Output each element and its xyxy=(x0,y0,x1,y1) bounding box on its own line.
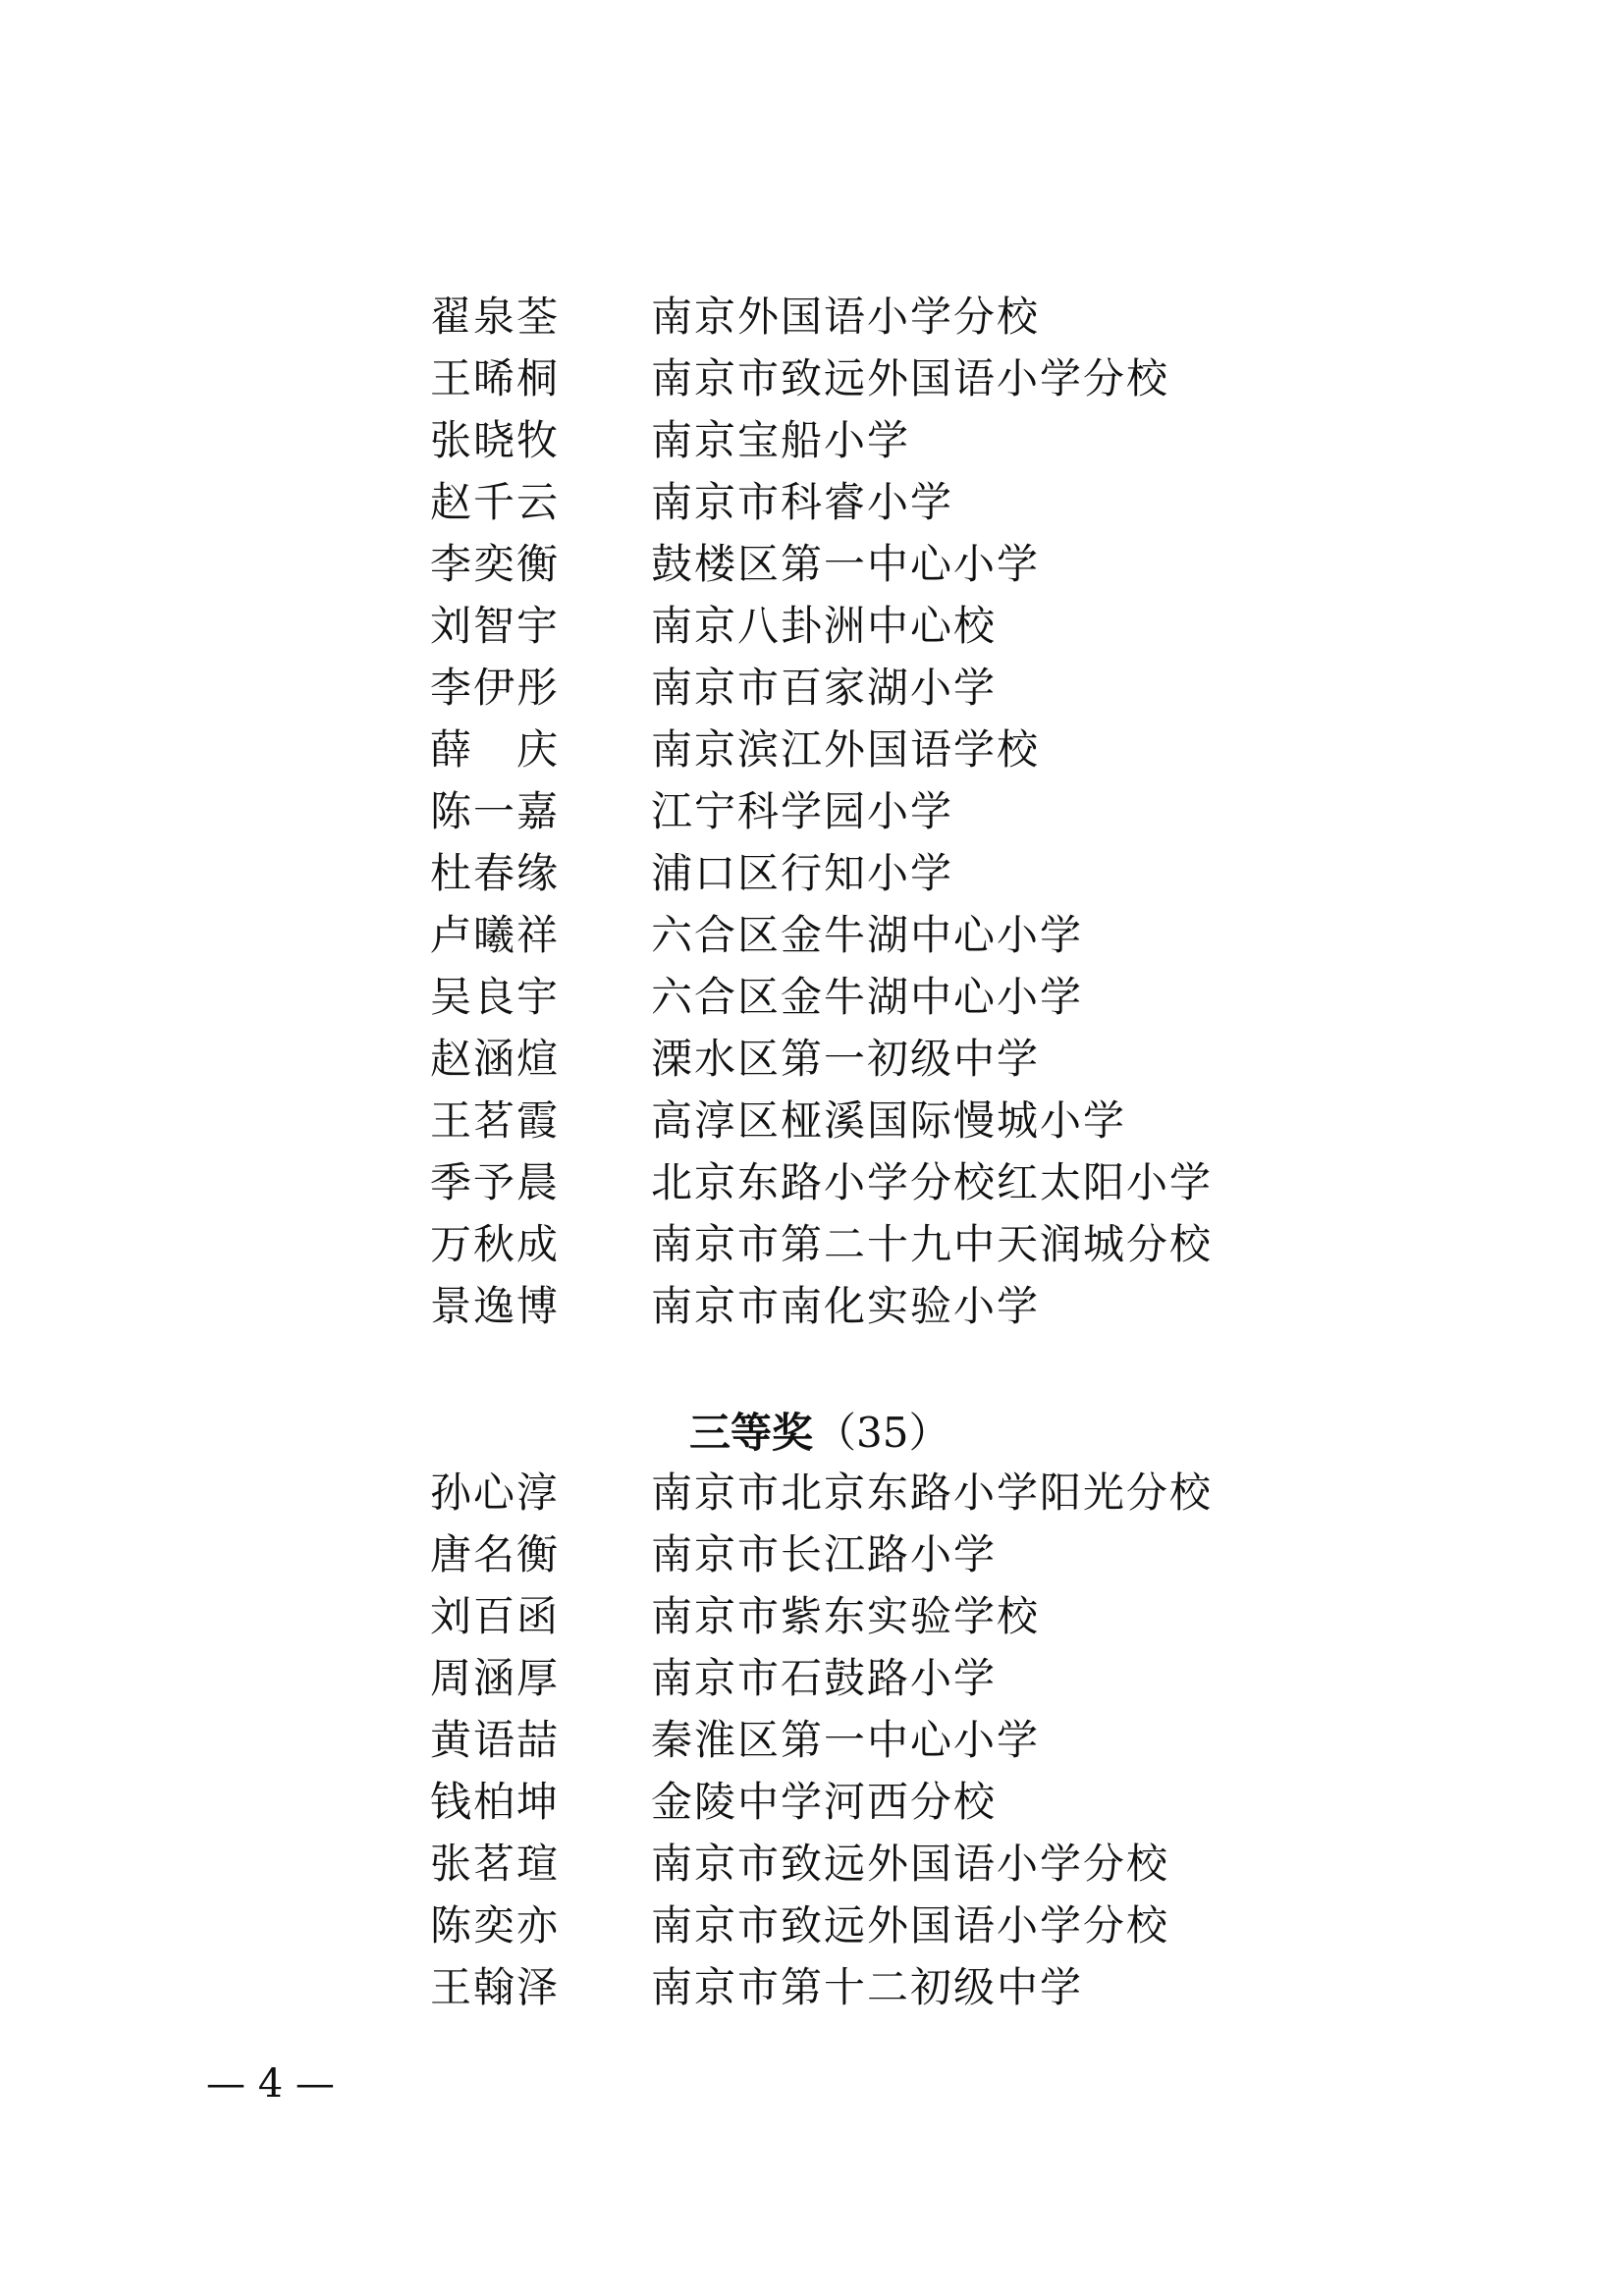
awardee-name: 李奕衡 xyxy=(430,539,561,588)
awardee-name: 李伊彤 xyxy=(430,663,561,712)
school-name: 南京市科睿小学 xyxy=(651,477,954,526)
award-list-third-prize xyxy=(430,1459,1314,2015)
award-list-continued xyxy=(430,283,1314,1334)
awardee-name: 钱柏坤 xyxy=(430,1777,561,1826)
awardee-name: 周涵厚 xyxy=(430,1653,561,1702)
awardee-name: 张晓牧 xyxy=(430,415,561,464)
awardee-name: 翟泉荃 xyxy=(430,292,561,341)
list-item xyxy=(430,592,1314,654)
awardee-name: 王茗霞 xyxy=(430,1095,561,1145)
school-name: 南京市石鼓路小学 xyxy=(651,1653,998,1702)
awardee-name: 赵涵煊 xyxy=(430,1034,561,1083)
list-item xyxy=(430,1768,1314,1830)
school-name: 高淳区桠溪国际慢城小学 xyxy=(651,1095,1127,1145)
section-title: 三等奖 xyxy=(689,1408,814,1457)
school-name: 六合区金牛湖中心小学 xyxy=(651,910,1084,959)
list-item xyxy=(430,283,1314,345)
school-name: 南京市第十二初级中学 xyxy=(651,1962,1084,2011)
school-name: 北京东路小学分校红太阳小学 xyxy=(651,1157,1214,1206)
awardee-name: 赵千云 xyxy=(430,477,561,526)
school-name: 秦淮区第一中心小学 xyxy=(651,1715,1041,1764)
list-item xyxy=(430,1087,1314,1148)
school-name: 南京市南化实验小学 xyxy=(651,1281,1041,1330)
list-item xyxy=(430,1644,1314,1706)
list-item xyxy=(430,1210,1314,1272)
awardee-name: 薛 庆 xyxy=(430,724,561,774)
list-item xyxy=(430,406,1314,468)
school-name: 南京八卦洲中心校 xyxy=(651,601,998,650)
section-heading-third-prize xyxy=(689,1399,949,1461)
list-item xyxy=(430,1830,1314,1892)
list-item xyxy=(430,530,1314,592)
list-item xyxy=(430,345,1314,406)
list-item xyxy=(430,901,1314,963)
school-name: 浦口区行知小学 xyxy=(651,848,954,897)
school-name: 南京市致远外国语小学分校 xyxy=(651,353,1170,402)
list-item xyxy=(430,654,1314,716)
awardee-name: 卢曦祥 xyxy=(430,910,561,959)
school-name: 南京市致远外国语小学分校 xyxy=(651,1900,1170,1949)
list-item xyxy=(430,716,1314,777)
list-item xyxy=(430,1706,1314,1768)
school-name: 鼓楼区第一中心小学 xyxy=(651,539,1041,588)
school-name: 南京市长江路小学 xyxy=(651,1529,998,1578)
awardee-name: 孙心淳 xyxy=(430,1468,561,1517)
school-name: 南京市紫东实验学校 xyxy=(651,1591,1041,1640)
school-name: 金陵中学河西分校 xyxy=(651,1777,998,1826)
school-name: 南京滨江外国语学校 xyxy=(651,724,1041,774)
list-item xyxy=(430,1025,1314,1087)
awardee-name: 刘智宇 xyxy=(430,601,561,650)
awardee-name: 陈一嘉 xyxy=(430,786,561,835)
school-name: 南京市致远外国语小学分校 xyxy=(651,1839,1170,1888)
school-name: 六合区金牛湖中心小学 xyxy=(651,972,1084,1021)
page-number: — 4 — xyxy=(206,2061,335,2107)
awardee-name: 万秋成 xyxy=(430,1219,561,1268)
awardee-name: 景逸博 xyxy=(430,1281,561,1330)
awardee-name: 王翰泽 xyxy=(430,1962,561,2011)
section-count: （35） xyxy=(815,1408,950,1457)
awardee-name: 陈奕亦 xyxy=(430,1900,561,1949)
awardee-name: 王晞桐 xyxy=(430,353,561,402)
list-item xyxy=(430,1582,1314,1644)
school-name: 溧水区第一初级中学 xyxy=(651,1034,1041,1083)
list-item xyxy=(430,1892,1314,1953)
school-name: 南京宝船小学 xyxy=(651,415,911,464)
list-item xyxy=(430,1148,1314,1210)
awardee-name: 杜春缘 xyxy=(430,848,561,897)
awardee-name: 刘百函 xyxy=(430,1591,561,1640)
school-name: 南京市百家湖小学 xyxy=(651,663,998,712)
list-item xyxy=(430,468,1314,530)
list-item xyxy=(430,1521,1314,1582)
awardee-name: 季予晨 xyxy=(430,1157,561,1206)
list-item xyxy=(430,777,1314,839)
list-item xyxy=(430,963,1314,1025)
list-item xyxy=(430,1272,1314,1334)
list-item xyxy=(430,1953,1314,2015)
school-name: 南京市北京东路小学阳光分校 xyxy=(651,1468,1214,1517)
list-item xyxy=(430,1459,1314,1521)
list-item xyxy=(430,839,1314,901)
school-name: 南京市第二十九中天润城分校 xyxy=(651,1219,1214,1268)
awardee-name: 唐名衡 xyxy=(430,1529,561,1578)
awardee-name: 张茗瑄 xyxy=(430,1839,561,1888)
awardee-name: 黄语喆 xyxy=(430,1715,561,1764)
awardee-name: 吴良宇 xyxy=(430,972,561,1021)
school-name: 南京外国语小学分校 xyxy=(651,292,1041,341)
school-name: 江宁科学园小学 xyxy=(651,786,954,835)
